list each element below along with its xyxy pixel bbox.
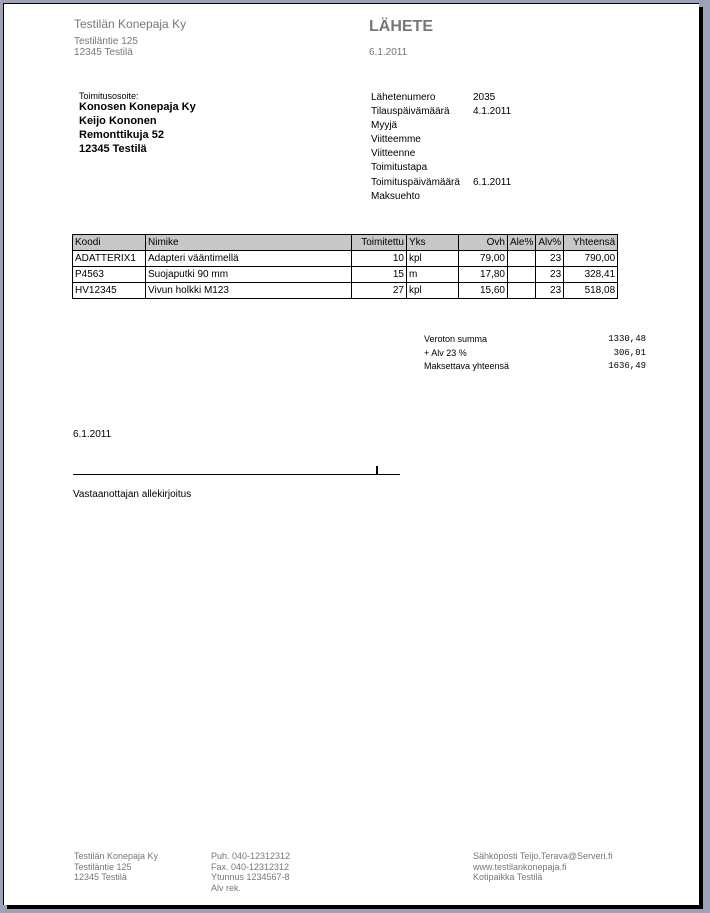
footer-line: Ytunnus 1234567-8 xyxy=(211,872,290,882)
info-label: Viitteenne xyxy=(371,148,416,160)
info-label: Toimituspäivämäärä xyxy=(371,176,460,188)
column-header: Toimitettu xyxy=(352,235,407,251)
totals-block xyxy=(424,334,646,375)
cell-price: 17,80 xyxy=(459,267,508,283)
info-label: Myyjä xyxy=(371,120,398,132)
cell-delivered: 10 xyxy=(352,251,407,267)
info-value: 6.1.2011 xyxy=(473,176,512,188)
cell-name: Vivun holkki M123 xyxy=(146,283,352,299)
cell-discount xyxy=(508,267,536,283)
cell-code: ADATTERIX1 xyxy=(73,251,146,267)
cell-unit: kpl xyxy=(407,283,459,299)
cell-total: 328,41 xyxy=(564,267,618,283)
info-value: 4.1.2011 xyxy=(473,106,512,118)
footer-company-column xyxy=(74,851,158,883)
totals-value: 1330,48 xyxy=(608,334,646,344)
cell-name: Adapteri vääntimellä xyxy=(146,251,352,267)
signature-date: 6.1.2011 xyxy=(73,429,112,440)
table-row xyxy=(73,267,618,283)
shipping-address-line: Remonttikuja 52 xyxy=(79,129,164,141)
signature-label: Vastaanottajan allekirjoitus xyxy=(73,489,192,500)
cell-unit: m xyxy=(407,267,459,283)
footer-line: Testilän Konepaja Ky xyxy=(74,851,159,861)
items-table xyxy=(72,234,618,299)
footer-line: Puh. 040-12312312 xyxy=(211,851,291,861)
shipping-address-line: Konosen Konepaja Ky xyxy=(79,101,196,113)
cell-delivered: 27 xyxy=(352,283,407,299)
cell-discount xyxy=(508,251,536,267)
column-header: Ovh xyxy=(459,235,508,251)
footer-line: Sähköposti Teijo.Terava@Serveri.fi xyxy=(473,851,613,861)
document-page xyxy=(3,3,699,905)
footer-line: Fax. 040-12312312 xyxy=(211,861,290,872)
signature-line-marker xyxy=(376,466,378,475)
footer-line: Testiläntie 125 xyxy=(74,861,132,872)
sender-city: 12345 Testilä xyxy=(74,47,133,58)
totals-label: Maksettava yhteensä xyxy=(424,361,510,371)
cell-vat: 23 xyxy=(536,267,564,283)
footer-contact-column xyxy=(211,851,290,893)
table-row xyxy=(73,251,618,267)
cell-discount xyxy=(508,283,536,299)
column-header: Ale% xyxy=(508,235,536,251)
shipping-address-line: 12345 Testilä xyxy=(79,143,147,155)
cell-name: Suojaputki 90 mm xyxy=(146,267,352,283)
cell-vat: 23 xyxy=(536,283,564,299)
table-header-row xyxy=(73,235,618,251)
column-header: Alv% xyxy=(536,235,564,251)
column-header: Yks xyxy=(407,235,459,251)
footer-web-column xyxy=(473,851,613,883)
info-label: Toimitustapa xyxy=(371,162,428,174)
totals-label: + Alv 23 % xyxy=(424,347,467,358)
cell-total: 518,08 xyxy=(564,283,618,299)
shipping-address-label: Toimitusosoite: xyxy=(79,91,139,101)
cell-vat: 23 xyxy=(536,251,564,267)
cell-code: HV12345 xyxy=(73,283,146,299)
info-label: Viitteemme xyxy=(371,134,421,146)
shipping-address-line: Keijo Kononen xyxy=(79,115,157,127)
footer-line: 12345 Testilä xyxy=(74,872,127,882)
totals-value: 1636,49 xyxy=(608,361,646,371)
table-row xyxy=(73,283,618,299)
cell-price: 15,60 xyxy=(459,283,508,299)
document-title: LÄHETE xyxy=(369,18,433,35)
footer-line: www.testilankonepaja.fi xyxy=(473,861,567,872)
totals-value: 306,01 xyxy=(613,347,646,358)
info-value: 2035 xyxy=(473,92,496,103)
column-header: Koodi xyxy=(73,235,146,251)
info-label: Tilauspäivämäärä xyxy=(371,106,450,118)
sender-company: Testilän Konepaja Ky xyxy=(74,17,187,31)
cell-unit: kpl xyxy=(407,251,459,267)
totals-row xyxy=(424,361,646,375)
totals-label: Veroton summa xyxy=(424,334,488,344)
totals-row xyxy=(424,348,646,362)
totals-row xyxy=(424,334,646,348)
column-header: Nimike xyxy=(146,235,352,251)
cell-price: 79,00 xyxy=(459,251,508,267)
cell-delivered: 15 xyxy=(352,267,407,283)
sender-street: Testiläntie 125 xyxy=(74,36,138,47)
signature-line xyxy=(73,474,400,475)
document-date: 6.1.2011 xyxy=(369,47,408,58)
info-label: Lähetenumero xyxy=(371,92,436,103)
column-header: Yhteensä xyxy=(564,235,618,251)
cell-total: 790,00 xyxy=(564,251,618,267)
info-label: Maksuehto xyxy=(371,190,420,202)
cell-code: P4563 xyxy=(73,267,146,283)
footer-line: Alv rek. xyxy=(211,882,242,893)
footer-line: Kotipaikka Testilä xyxy=(473,872,543,882)
